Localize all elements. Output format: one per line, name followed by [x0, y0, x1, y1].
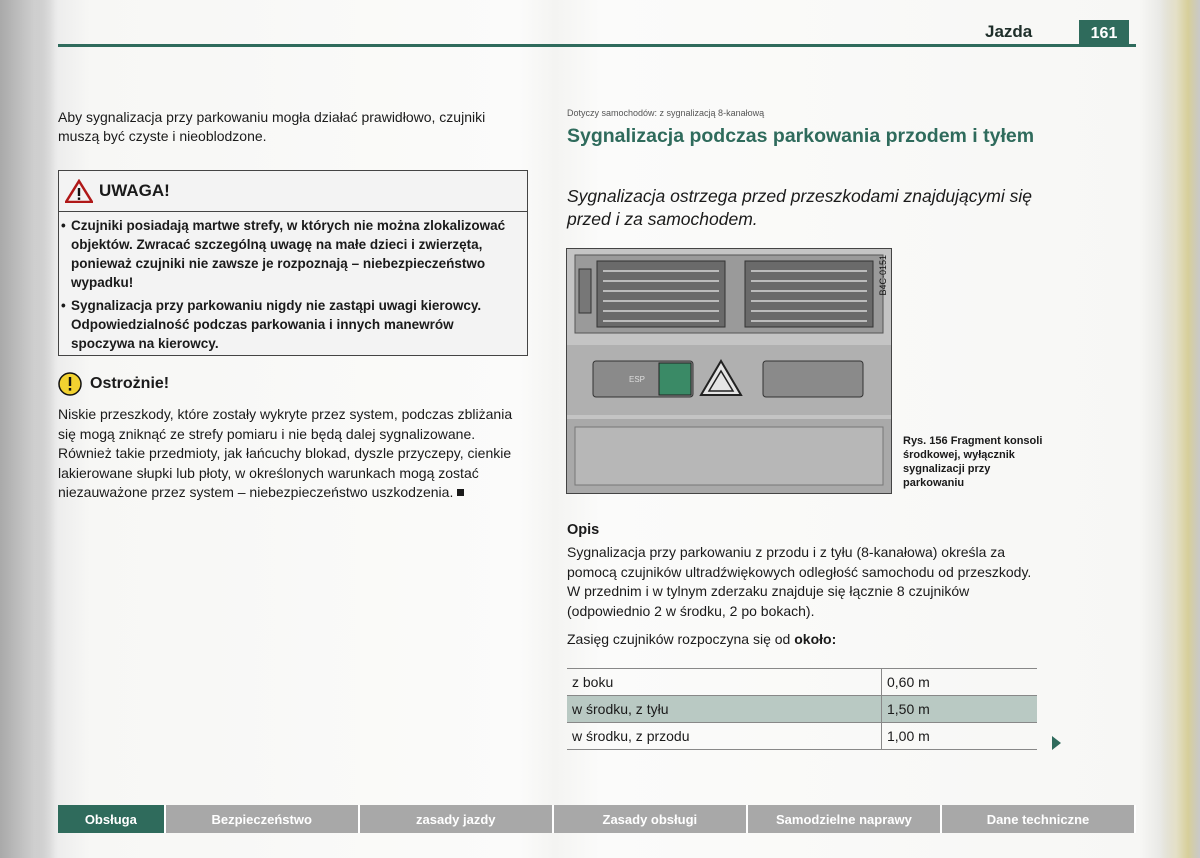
left-column [58, 108, 528, 146]
sensor-range-table [567, 668, 1037, 750]
description-text: Sygnalizacja przy parkowaniu z przodu i z tyłu (8-kanałowa) określa za pomocą czujników ultradźwiękowych odległość samochodu od przeszkody. W przednim i w tylnym zderzaku znajduje się łącznie 8 czujników (odpowiednio 2 w środku, 2 po bokach). [567, 544, 1032, 619]
console-drawing [567, 249, 891, 493]
caution-header [58, 372, 169, 396]
chapter-tab-zasady-jazdy[interactable]: zasady jazdy [360, 805, 554, 833]
figure-code: B4C-0151 [878, 255, 888, 296]
range-value: 0,60 m [882, 669, 1038, 696]
console-illustration [566, 248, 892, 494]
chapter-tab-samodzielne-naprawy[interactable]: Samodzielne naprawy [748, 805, 942, 833]
intro-paragraph: Aby sygnalizacja przy parkowaniu mogła działać prawidłowo, czujniki muszą być czyste i nieoblodzone. [58, 109, 486, 144]
page-number: 161 [1079, 20, 1129, 47]
range-value: 1,50 m [882, 696, 1038, 723]
chapter-tab-bezpieczenstwo[interactable]: Bezpieczeństwo [166, 805, 360, 833]
figure-caption: Rys. 156 Fragment konsoli środkowej, wyłącznik sygnalizacji przy parkowaniu [903, 435, 1043, 489]
chapter-tab-zasady-obslugi[interactable]: Zasady obsługi [554, 805, 748, 833]
table-row [567, 723, 1037, 750]
range-intro [567, 631, 836, 647]
caution-exclamation-icon [58, 372, 82, 396]
caution-title: Ostrożnie! [90, 375, 170, 392]
continue-arrow-icon [1052, 736, 1061, 750]
page-edge [1160, 0, 1200, 858]
esp-button-label: ESP [629, 375, 646, 384]
range-intro-text: Zasięg czujników rozpoczyna się od [567, 631, 791, 647]
warning-box [58, 170, 528, 356]
chapter-tabs [58, 805, 1136, 833]
range-label: w środku, z tyłu [567, 696, 882, 723]
end-of-section-square-icon [457, 489, 464, 496]
range-label: z boku [567, 669, 882, 696]
lead-text: Sygnalizacja ostrzega przed przeszkodami znajdującymi się przed i za samochodem. [567, 186, 1032, 229]
header-rule [58, 44, 1136, 47]
article-title: Sygnalizacja podczas parkowania przodem i tyłem [567, 125, 1035, 147]
range-label: w środku, z przodu [567, 723, 882, 750]
range-intro-bold: około: [794, 631, 837, 647]
warning-triangle-icon [65, 179, 93, 203]
chapter-tab-obsluga[interactable]: Obsługa [58, 805, 166, 833]
warning-item: • Czujniki posiadają martwe strefy, w których nie można zlokalizować objektów. Zwracać szczególną uwagę na małe dzieci i zwierzęta, ponieważ czujniki nie zawsze je rozpoznają – niebezpieczeństwo wypadku! [59, 212, 527, 292]
caution-text [58, 405, 528, 503]
applies-to-note: Dotyczy samochodów: z sygnalizacją 8-kanałową [567, 108, 765, 118]
warning-header [59, 171, 527, 212]
description-heading: Opis [567, 522, 600, 538]
book-spine-shadow [0, 0, 58, 858]
chapter-tab-dane-techniczne[interactable]: Dane techniczne [942, 805, 1136, 833]
warning-title: UWAGA! [99, 181, 170, 200]
section-title: Jazda [985, 22, 1033, 41]
warning-item: • Sygnalizacja przy parkowaniu nigdy nie zastąpi uwagi kierowcy. Odpowiedzialność podczas parkowania i innych manewrów spoczywa na kierowcy. [59, 292, 527, 353]
table-row [567, 669, 1037, 696]
range-value: 1,00 m [882, 723, 1038, 750]
caution-body: Niskie przeszkody, które zostały wykryte przez system, podczas zbliżania się mogą zniknąć ze strefy pomiaru i nie będą dalej sygnalizowane. Również takie przedmioty, jak łańcuchy blokad, dyszle przyczepy, cienkie lakierowane słupki lub płoty, w określonych warunkach mogą zostać niezauważone przez system – niebezpieczeństwo uszkodzenia. [58, 406, 513, 500]
table-row [567, 696, 1037, 723]
